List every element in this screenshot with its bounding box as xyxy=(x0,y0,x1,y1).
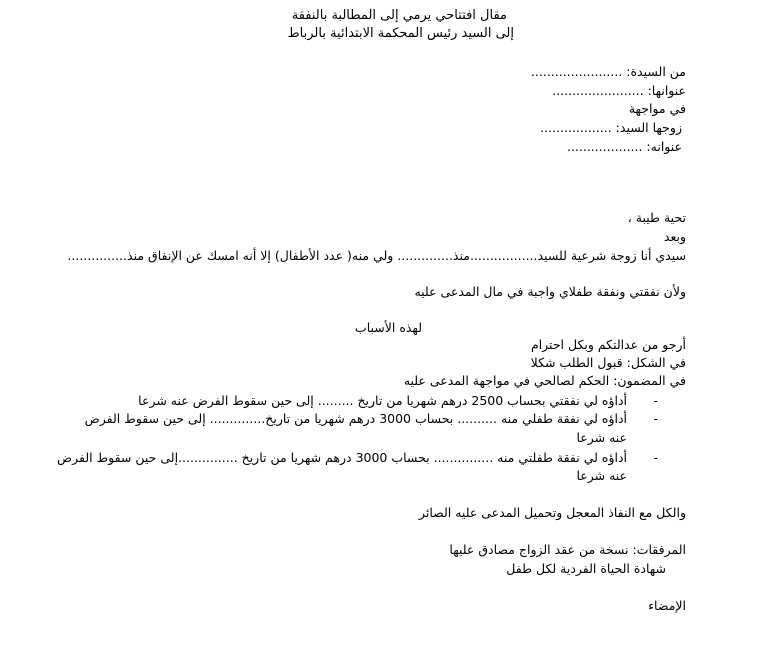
reasons-heading: لهذه الأسباب xyxy=(354,320,422,335)
title-line-1: مقال افتتاحي يرمي إلى المطالبة بالنفقة xyxy=(291,8,507,23)
substance-line: في المضمون: الحكم لصالحي في مواجهة المدعى عليه xyxy=(403,373,686,388)
statement-line: سيدي أنا زوجة شرعية للسيد.................منذ.............. ولي منه( عدد الأطفال) إلا أنه امسك عن الإنفاق منذ............... xyxy=(67,248,686,263)
after-line: وبعد xyxy=(663,229,686,244)
attachments-second-line: شهادة الحياة الفردية لكل طفل xyxy=(506,561,666,576)
form-line: في الشكل: قبول الطلب شكلا xyxy=(530,355,686,370)
facing-line: في مواجهة xyxy=(628,101,686,116)
greeting-line: تحية طيبة ، xyxy=(627,210,686,225)
list-item: أداؤه لي نفقة طفلي منه .......... بحساب 3000 درهم شهريا من تاريخ.............. إلى حين سقوط الفرض xyxy=(84,411,627,426)
list-item-continuation: عنه شرعا xyxy=(576,430,627,445)
list-item-bullet: - xyxy=(653,411,658,426)
title-line-2: إلى السيد رئيس المحكمة الابتدائية بالرباط xyxy=(287,26,514,41)
husband-line: زوجها السيد: .................. xyxy=(540,120,682,135)
closing-line: والكل مع النفاذ المعجل وتحميل المدعى عليه الصائر xyxy=(418,505,686,520)
list-item-bullet: - xyxy=(653,393,658,408)
her-address-line: عنوانها: ....................... xyxy=(552,83,686,98)
signature-line: الإمضاء xyxy=(648,598,686,613)
list-item-bullet: - xyxy=(653,450,658,465)
list-item-continuation: عنه شرعا xyxy=(576,468,627,483)
attachments-line: المرفقات: نسخة من عقد الزواج مصادق عليها xyxy=(449,542,686,557)
list-item: أداؤه لي نفقة طفلتي منه ............... بحساب 3000 درهم شهريا من تاريخ ...............إلى حين سقوط الفرض xyxy=(57,450,627,465)
request-line: أرجو من عدالتكم وبكل احترام xyxy=(530,337,686,352)
basis-line: ولأن نفقتي ونفقة طفلاي واجبة في مال المدعى عليه xyxy=(414,284,686,299)
his-address-line: عنوانه: ................... xyxy=(566,139,682,154)
from-lady-line: من السيدة: ....................... xyxy=(530,64,686,79)
list-item: أداؤه لي نفقتي بحساب 2500 درهم شهريا من تاريخ ......... إلى حين سقوط الفرض عنه شرعا xyxy=(138,393,627,408)
